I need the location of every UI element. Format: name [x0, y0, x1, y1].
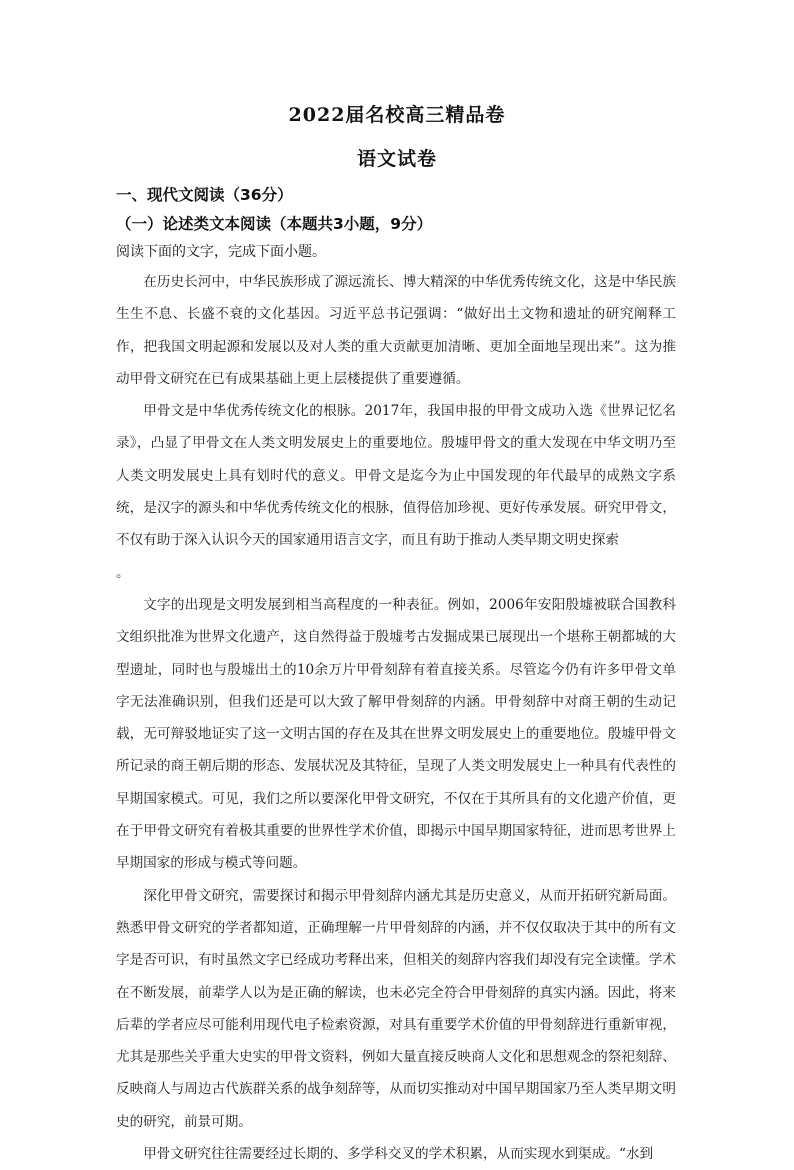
passage-paragraph-2: 甲骨文是中华优秀传统文化的根脉。2017年，我国申报的甲骨文成功入选《世界记忆名录》，凸显了甲骨文在人类文明发展史上的重要地位。殷墟甲骨文的重大发现在中华文明乃至人类文明发展史上具有划时代的意义。甲骨文是迄今为止中国发现的年代最早的成熟文字系统，是汉字的源头和中华优秀传统文化的根脉，值得倍加珍视、更好传承发展。研究甲骨文，不仅有助于深入认识今天的国家通用语言文字，而且有助于推动人类早期文明史探索 [116, 403, 676, 549]
passage-paragraph-3: 文字的出现是文明发展到相当高程度的一种表征。例如，2006年安阳殷墟被联合国教科文组织批准为世界文化遗产，这自然得益于殷墟考古发掘成果已展现出一个堪称王朝都城的大型遗址，同时也与殷墟出土的10余万片甲骨刻辞有着直接关系。尽管迄今仍有许多甲骨文单字无法准确识别，但我们还是可以大致了解甲骨刻辞的内涵。甲骨刻辞中对商王朝的生动记载，无可辩驳地证实了这一文明古国的存在及其在世界文明发展史上的重要地位。殷墟甲骨文所记录的商王朝后期的形态、发展状况及其特征，呈现了人类文明发展史上一种具有代表性的早期国家模式。可见，我们之所以要深化甲骨文研究，不仅在于其所具有的文化遗产价值，更在于甲骨文研究有着极其重要的世界性学术价值，即揭示中国早期国家特征，进而思考世界上早期国家的形成与模式等问题。 [116, 596, 676, 872]
section-heading: 一、现代文阅读（36分） [116, 186, 293, 204]
passage-paragraph-4: 深化甲骨文研究，需要探讨和揭示甲骨刻辞内涵尤其是历史意义，从而开拓研究新局面。熟悉甲骨文研究的学者都知道，正确理解一片甲骨刻辞的内涵，并不仅仅取决于其中的所有文字是否可识，有时虽然文字已经成功考释出来，但相关的刻辞内容我们却没有完全读懂。学术在不断发展，前辈学人以为是正确的解读，也未必完全符合甲骨刻辞的真实内涵。因此，将来后辈的学者应尽可能利用现代电子检索资源，对具有重要学术价值的甲骨刻辞进行重新审视，尤其是那些关乎重大史实的甲骨文资料，例如大量直接反映商人文化和思想观念的祭祀刻辞、反映商人与周边古代族群关系的战争刻辞等，从而切实推动对中国早期国家乃至人类早期文明史的研究，前景可期。 [116, 887, 676, 1130]
passage-paragraph-2-tail: 。 [116, 564, 130, 581]
reading-passage [116, 266, 676, 1170]
passage-paragraph-1: 在历史长河中，中华民族形成了源远流长、博大精深的中华优秀传统文化，这是中华民族生生不息、长盛不衰的文化基因。习近平总书记强调：“做好出土文物和遗址的研究阐释工作，把我国文明起源和发展以及对人类的重大贡献更加清晰、更加全面地呈现出来”。这为推动甲骨文研究在已有成果基础上更上层楼提供了重要遵循。 [116, 274, 676, 387]
passage-paragraph-5: 甲骨文研究往往需要经过长期的、多学科交叉的学术积累，从而实现水到渠成。“水到 [143, 1146, 654, 1163]
section-subheading: （一）论述类文本阅读（本题共3小题，9分） [116, 215, 433, 233]
exam-subtitle: 语文试卷 [356, 148, 437, 170]
exam-title: 2022届名校高三精品卷 [288, 104, 506, 126]
reading-instruction: 阅读下面的文字，完成下面小题。 [116, 244, 326, 260]
